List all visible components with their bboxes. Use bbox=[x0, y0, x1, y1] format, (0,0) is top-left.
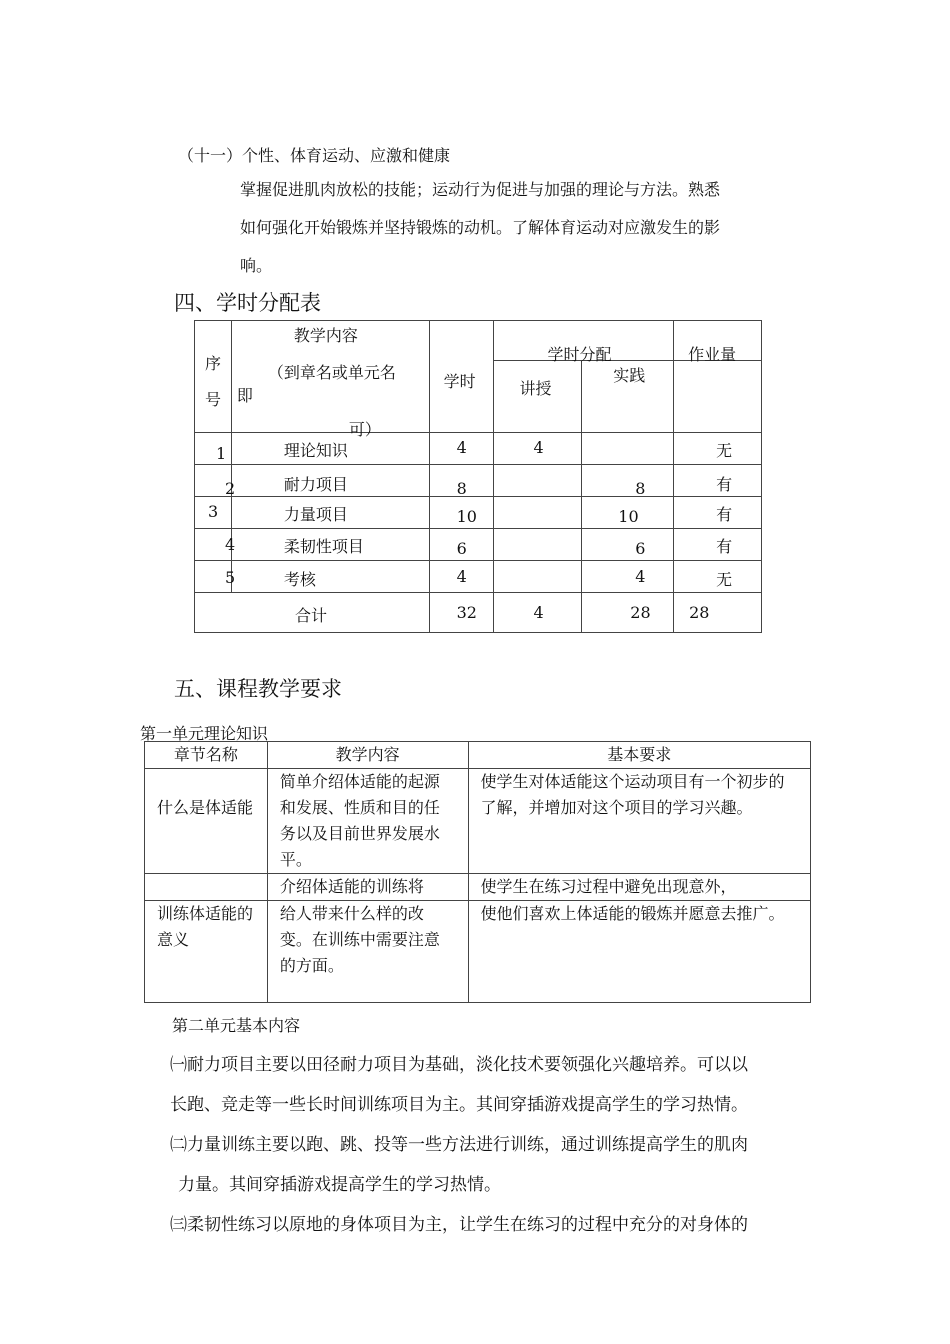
row-no-cell bbox=[195, 465, 236, 498]
unit-1-row-name: 什么是体适能 bbox=[145, 769, 268, 874]
row-content-cell bbox=[231, 433, 429, 465]
total-homework-cell bbox=[674, 593, 762, 633]
header-content-cell bbox=[231, 321, 429, 439]
row-hours-cell bbox=[429, 561, 494, 593]
row-hours: 10 bbox=[456, 507, 477, 526]
header-content-3: 即 bbox=[236, 386, 253, 405]
table-total-row bbox=[195, 593, 762, 633]
header-no-2: 号 bbox=[205, 390, 222, 409]
row-homework-cell bbox=[674, 433, 762, 465]
row-content-cell bbox=[231, 465, 429, 497]
header-content-4: 可） bbox=[348, 420, 381, 439]
total-lecture-cell bbox=[494, 593, 582, 633]
row-no-cell bbox=[195, 497, 232, 529]
row-no: 1 bbox=[216, 444, 227, 463]
row-lecture-cell bbox=[494, 497, 582, 529]
table-row bbox=[195, 497, 762, 529]
total-hours-cell bbox=[429, 593, 494, 633]
unit-1-header-req: 基本要求 bbox=[468, 742, 810, 769]
row-no: 2 bbox=[225, 479, 236, 498]
row-hours: 4 bbox=[456, 438, 467, 457]
unit-2-p1-line-1: ㈠耐力项目主要以田径耐力项目为基础，淡化技术要领强化兴趣培养。可以以 bbox=[170, 1055, 748, 1075]
header-content-1: 教学内容 bbox=[293, 326, 358, 345]
row-practice: 8 bbox=[635, 479, 646, 498]
unit-1-row-content-a: 介绍体适能的训练将 bbox=[267, 874, 468, 901]
row-homework-cell bbox=[674, 465, 762, 497]
row-homework-cell bbox=[674, 497, 762, 529]
unit-1-row-req: 使学生对体适能这个运动项目有一个初步的了解，并增加对这个项目的学习兴趣。 bbox=[468, 769, 810, 874]
total-hours: 32 bbox=[456, 603, 477, 622]
header-practice: 实践 bbox=[613, 366, 646, 385]
row-practice-cell bbox=[582, 497, 674, 529]
header-homework-sub-cell bbox=[674, 361, 762, 433]
row-hours-cell bbox=[429, 465, 494, 497]
row-homework: 有 bbox=[716, 475, 733, 494]
row-homework: 有 bbox=[716, 537, 733, 556]
header-content-2: （到章名或单元名 bbox=[267, 363, 396, 382]
row-practice: 6 bbox=[635, 539, 646, 558]
row-hours-cell bbox=[429, 433, 494, 465]
unit-1-row-content: 简单介绍体适能的起源和发展、性质和目的任务以及目前世界发展水平。 bbox=[267, 769, 468, 874]
unit-2-p1-line-2: 长跑、竞走等一些长时间训练项目为主。其间穿插游戏提高学生的学习热情。 bbox=[170, 1095, 748, 1115]
unit-1-header-content: 教学内容 bbox=[267, 742, 468, 769]
row-no-cell bbox=[195, 433, 232, 465]
table-header-row bbox=[195, 321, 762, 361]
unit-1-row-req-b: 使他们喜欢上体适能的锻炼并愿意去推广。 bbox=[468, 901, 810, 1003]
row-practice-cell bbox=[582, 433, 674, 465]
total-homework: 28 bbox=[689, 603, 710, 622]
row-practice-cell bbox=[582, 561, 674, 593]
row-content: 耐力项目 bbox=[283, 475, 348, 494]
row-homework: 无 bbox=[716, 441, 733, 460]
header-lecture-cell bbox=[494, 361, 582, 433]
table-row bbox=[195, 529, 762, 561]
row-content-cell bbox=[231, 561, 429, 593]
row-content: 考核 bbox=[283, 570, 316, 589]
total-label: 合计 bbox=[295, 606, 328, 625]
row-content: 柔韧性项目 bbox=[283, 537, 364, 556]
row-content: 理论知识 bbox=[283, 441, 348, 460]
unit-1-header-row bbox=[145, 742, 811, 769]
section-11-line-3: 响。 bbox=[240, 256, 273, 275]
row-lecture-cell bbox=[494, 529, 582, 561]
row-content-cell bbox=[231, 497, 429, 529]
unit-1-table bbox=[144, 741, 811, 1003]
header-no-cell bbox=[195, 321, 232, 433]
unit-2-p2-line-2: 力量。其间穿插游戏提高学生的学习热情。 bbox=[178, 1175, 501, 1195]
row-no-cell bbox=[195, 529, 236, 561]
row-no-cell bbox=[195, 561, 236, 593]
hours-allocation-table bbox=[194, 320, 762, 633]
row-lecture-cell bbox=[494, 561, 582, 593]
header-no-1: 序 bbox=[205, 354, 222, 373]
unit-1-row bbox=[145, 874, 811, 901]
unit-1-row-content-b: 给人带来什么样的改变。在训练中需要注意的方面。 bbox=[267, 901, 468, 1003]
total-practice: 28 bbox=[630, 603, 651, 622]
row-content: 力量项目 bbox=[283, 505, 348, 524]
row-no: 5 bbox=[225, 568, 236, 587]
row-lecture-cell bbox=[494, 465, 582, 497]
unit-1-row-name: 训练体适能的意义 bbox=[145, 901, 268, 1003]
row-hours: 4 bbox=[456, 567, 467, 586]
unit-2-title: 第二单元基本内容 bbox=[172, 1016, 301, 1035]
table-row bbox=[195, 433, 762, 465]
row-homework: 无 bbox=[716, 570, 733, 589]
row-homework-cell bbox=[674, 561, 762, 593]
row-homework-cell bbox=[674, 529, 762, 561]
section-5-title: 五、课程教学要求 bbox=[174, 677, 342, 701]
header-hours: 学时 bbox=[443, 372, 476, 391]
unit-1-header-name: 章节名称 bbox=[145, 742, 268, 769]
unit-1-row bbox=[145, 769, 811, 874]
row-practice-cell bbox=[582, 529, 674, 561]
row-lecture-cell bbox=[494, 433, 582, 465]
section-11-line-1: 掌握促进肌肉放松的技能；运动行为促进与加强的理论与方法。熟悉 bbox=[240, 180, 721, 199]
row-content-cell bbox=[231, 529, 429, 561]
row-hours-cell bbox=[429, 497, 494, 529]
row-hours: 8 bbox=[456, 479, 467, 498]
unit-2-p2-line-1: ㈡力量训练主要以跑、跳、投等一些方法进行训练，通过训练提高学生的肌肉 bbox=[170, 1135, 748, 1155]
section-11-line-2: 如何强化开始锻炼并坚持锻炼的动机。了解体育运动对应激发生的影 bbox=[240, 218, 721, 237]
row-no: 3 bbox=[208, 502, 219, 521]
row-practice: 4 bbox=[635, 567, 646, 586]
row-practice: 10 bbox=[618, 507, 639, 526]
row-hours-cell bbox=[429, 529, 494, 561]
unit-1-row-req-a: 使学生在练习过程中避免出现意外， bbox=[468, 874, 810, 901]
header-homework: 作业量 bbox=[688, 345, 737, 364]
total-practice-cell bbox=[582, 593, 674, 633]
row-practice-cell bbox=[582, 465, 674, 497]
unit-1-title: 第一单元理论知识 bbox=[140, 724, 269, 743]
total-lecture: 4 bbox=[533, 603, 544, 622]
header-homework-cell bbox=[674, 321, 762, 364]
row-lecture: 4 bbox=[533, 438, 544, 457]
row-homework: 有 bbox=[716, 505, 733, 524]
header-hours-cell bbox=[429, 321, 494, 433]
section-11-title: （十一）个性、体育运动、应激和健康 bbox=[178, 146, 451, 165]
header-practice-cell bbox=[582, 361, 674, 433]
row-hours: 6 bbox=[456, 539, 467, 558]
total-label-cell bbox=[195, 593, 430, 633]
header-alloc: 学时分配 bbox=[547, 345, 612, 364]
unit-1-row bbox=[145, 901, 811, 1003]
row-no: 4 bbox=[225, 535, 236, 554]
header-lecture: 讲授 bbox=[519, 379, 552, 398]
table-row bbox=[195, 465, 762, 497]
table-row bbox=[195, 561, 762, 593]
unit-1-row-name-empty bbox=[145, 874, 268, 901]
header-alloc-cell bbox=[494, 321, 674, 364]
section-4-title: 四、学时分配表 bbox=[174, 291, 321, 315]
unit-2-p3-line-1: ㈢柔韧性练习以原地的身体项目为主，让学生在练习的过程中充分的对身体的 bbox=[170, 1215, 748, 1235]
